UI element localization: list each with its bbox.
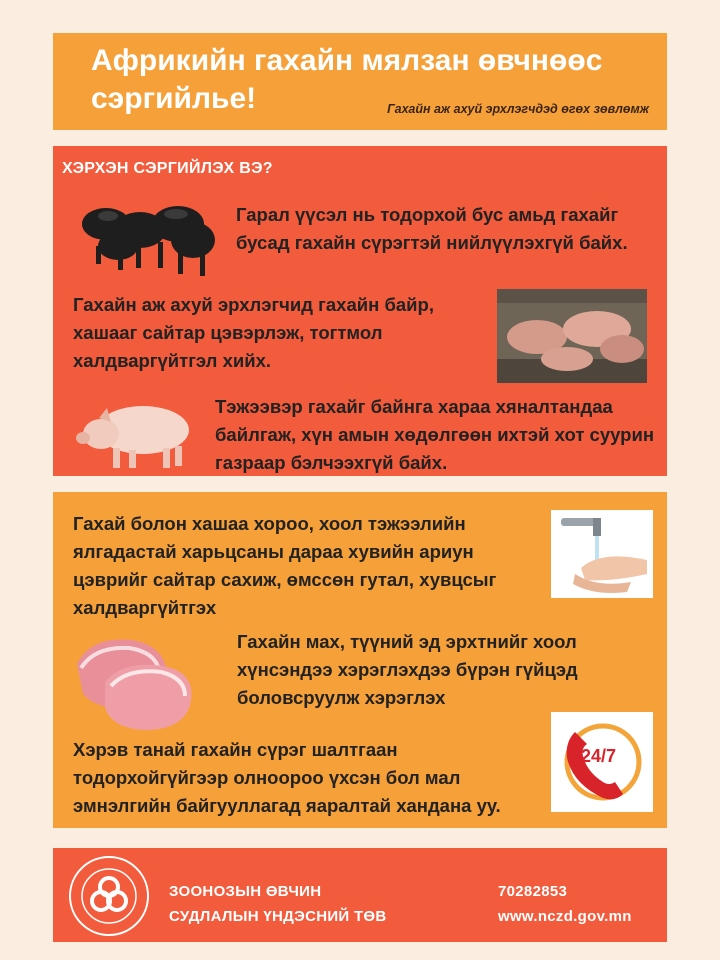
website-link[interactable]: www.nczd.gov.mn <box>498 908 632 925</box>
page-title: Африкийн гахайн мялзан өвчнөөс сэргийлье! <box>91 44 603 115</box>
section-heading: ХЭРХЭН СЭРГИЙЛЭХ ВЭ? <box>62 160 273 177</box>
badge-24-7: 24/7 <box>581 746 617 766</box>
pink-pig-image <box>71 396 195 470</box>
hygiene-section <box>53 492 667 828</box>
org-name-line1: ЗООНОЗЫН ӨВЧИН <box>169 883 322 900</box>
black-pigs-image <box>78 194 218 284</box>
org-name-line2: СУДЛАЛЫН ҮНДЭСНИЙ ТӨВ <box>169 908 387 925</box>
organization-seal-icon <box>67 854 151 938</box>
pig-pen-image <box>497 289 647 383</box>
phone-24-7-icon <box>551 712 653 812</box>
prevention-item-2: Гахайн аж ахуй эрхлэгчид гахайн байр, хашааг сайтар цэвэрлэж, тогтмол халдваргүйтгэл хийх. <box>73 294 434 371</box>
footer-banner <box>53 848 667 942</box>
pork-meat-image <box>71 630 197 734</box>
hygiene-item-2: Гахайн мах, түүний эд эрхтнийг хоол хүнсэндээ хэрэглэхдээ бүрэн гүйцэд боловсруулж хэрэглэх <box>237 631 578 708</box>
hygiene-item-1: Гахай болон хашаа хороо, хоол тэжээлийн ялгадастай харьцсаны дараа хувийн ариун цэврийг сайтар сахиж, өмссөн гутал, хувцсыг халдваргүйтгэх <box>73 513 497 618</box>
phone-number: 70282853 <box>498 883 568 900</box>
header-banner <box>53 33 667 130</box>
hygiene-item-3: Хэрэв танай гахайн сүрэг шалтгаан тодорхойгүйгээр олноороо үхсэн бол мал эмнэлгийн байгууллагад яаралтай хандана уу. <box>73 739 501 816</box>
prevention-item-1: Гарал үүсэл нь тодорхой бус амьд гахайг бусад гахайн сүрэгтэй нийлүүлэхгүй байх. <box>236 204 628 253</box>
prevention-section <box>53 146 667 476</box>
hand-washing-image <box>551 510 653 598</box>
prevention-item-3: Тэжээвэр гахайг байнга хараа хяналтандаа байлгаж, хүн амын хөдөлгөөн ихтэй хот суурин газраар бэлчээхгүй байх. <box>215 396 655 473</box>
page-subtitle: Гахайн аж ахуй эрхлэгчдэд өгөх зөвлөмж <box>387 102 649 116</box>
